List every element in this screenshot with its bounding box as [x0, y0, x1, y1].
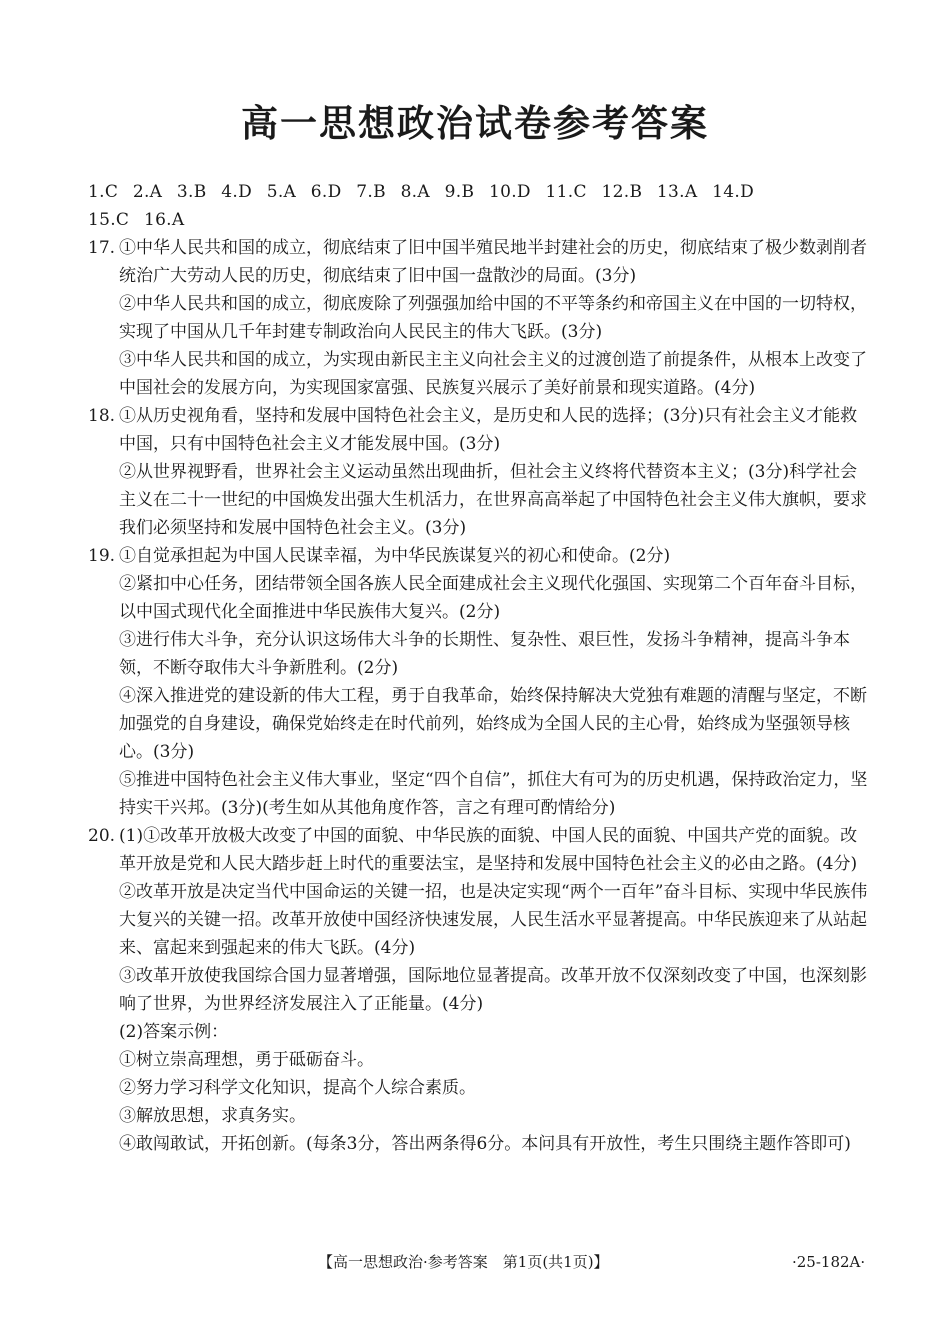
answer-point: ④敢闯敢试，开拓创新。(每条3分，答出两条得6分。本问具有开放性，考生只围绕主题作答即可) [119, 1134, 851, 1154]
answer-point: ③解放思想，求真务实。 [119, 1106, 306, 1126]
answer-point: ②努力学习科学文化知识，提高个人综合素质。 [119, 1078, 476, 1098]
question-number: 20. [88, 826, 116, 846]
answer-content [88, 178, 870, 1158]
footer-page-info: 【高一思想政治·参考答案 第1页(共1页)】 [318, 1253, 609, 1271]
question-number: 19. [88, 546, 116, 566]
question-19 [88, 542, 870, 822]
question-number: 18. [88, 406, 116, 426]
page-title: 高一思想政治试卷参考答案 [241, 102, 709, 145]
answer-point: ③改革开放使我国综合国力显著增强，国际地位显著提高。改革开放不仅深刻改变了中国，也深刻影响了世界，为世界经济发展注入了正能量。(4分) [119, 966, 867, 1014]
answer-point: ①树立崇高理想，勇于砥砺奋斗。 [119, 1050, 374, 1070]
answer-point: ③进行伟大斗争，充分认识这场伟大斗争的长期性、复杂性、艰巨性，发扬斗争精神，提高斗争本领，不断夺取伟大斗争新胜利。(2分) [119, 630, 850, 678]
answer-point: ②从世界视野看，世界社会主义运动虽然出现曲折，但社会主义终将代替资本主义；(3分)科学社会主义在二十一世纪的中国焕发出强大生机活力，在世界高高举起了中国特色社会主义伟大旗帜，要求我们必须坚持和发展中国特色社会主义。(3分) [119, 462, 867, 538]
answer-point: ①从历史视角看，坚持和发展中国特色社会主义，是历史和人民的选择；(3分)只有社会主义才能救中国，只有中国特色社会主义才能发展中国。(3分) [119, 406, 858, 454]
answer-point: (1)①改革开放极大改变了中国的面貌、中华民族的面貌、中国人民的面貌、中国共产党的面貌。改革开放是党和人民大踏步赶上时代的重要法宝，是坚持和发展中国特色社会主义的必由之路。(4分) [119, 826, 858, 874]
answer-point: ①中华人民共和国的成立，彻底结束了旧中国半殖民地半封建社会的历史，彻底结束了极少数剥削者统治广大劳动人民的历史，彻底结束了旧中国一盘散沙的局面。(3分) [119, 238, 867, 286]
question-number: 17. [88, 238, 116, 258]
answer-point: ②改革开放是决定当代中国命运的关键一招，也是决定实现“两个一百年”奋斗目标、实现中华民族伟大复兴的关键一招。改革开放使中国经济快速发展，人民生活水平显著提高。中华民族迎来了从站起来、富起来到强起来的伟大飞跃。(4分) [119, 882, 868, 958]
answer-point: ③中华人民共和国的成立，为实现由新民主主义向社会主义的过渡创造了前提条件，从根本上改变了中国社会的发展方向，为实现国家富强、民族复兴展示了美好前景和现实道路。(4分) [119, 350, 867, 398]
choice-answers-line-2: 15.C 16.A [88, 210, 185, 230]
choice-answers-line-1: 1.C 2.A 3.B 4.D 5.A 6.D 7.B 8.A 9.B 10.D 11.C 12.B 13.A 14.D [88, 182, 755, 202]
question-17 [88, 234, 870, 402]
answer-point: (2)答案示例： [119, 1022, 229, 1042]
answer-point: ②中华人民共和国的成立，彻底废除了列强强加给中国的不平等条约和帝国主义在中国的一切特权，实现了中国从几千年封建专制政治向人民民主的伟大飞跃。(3分) [119, 294, 867, 342]
choice-answers [88, 178, 870, 234]
answer-point: ①自觉承担起为中国人民谋幸福，为中华民族谋复兴的初心和使命。(2分) [119, 546, 671, 566]
answer-point: ⑤推进中国特色社会主义伟大事业，坚定“四个自信”，抓住大有可为的历史机遇，保持政治定力，坚持实干兴邦。(3分)(考生如从其他角度作答，言之有理可酌情给分) [119, 770, 868, 818]
footer-paper-code: ·25-182A· [792, 1253, 866, 1271]
answer-point: ②紧扣中心任务，团结带领全国各族人民全面建成社会主义现代化强国、实现第二个百年奋斗目标，以中国式现代化全面推进中华民族伟大复兴。(2分) [119, 574, 867, 622]
answer-point: ④深入推进党的建设新的伟大工程，勇于自我革命，始终保持解决大党独有难题的清醒与坚定，不断加强党的自身建设，确保党始终走在时代前列，始终成为全国人民的主心骨，始终成为坚强领导核心。(3分) [119, 686, 867, 762]
question-18 [88, 402, 870, 542]
question-20 [88, 822, 870, 1158]
